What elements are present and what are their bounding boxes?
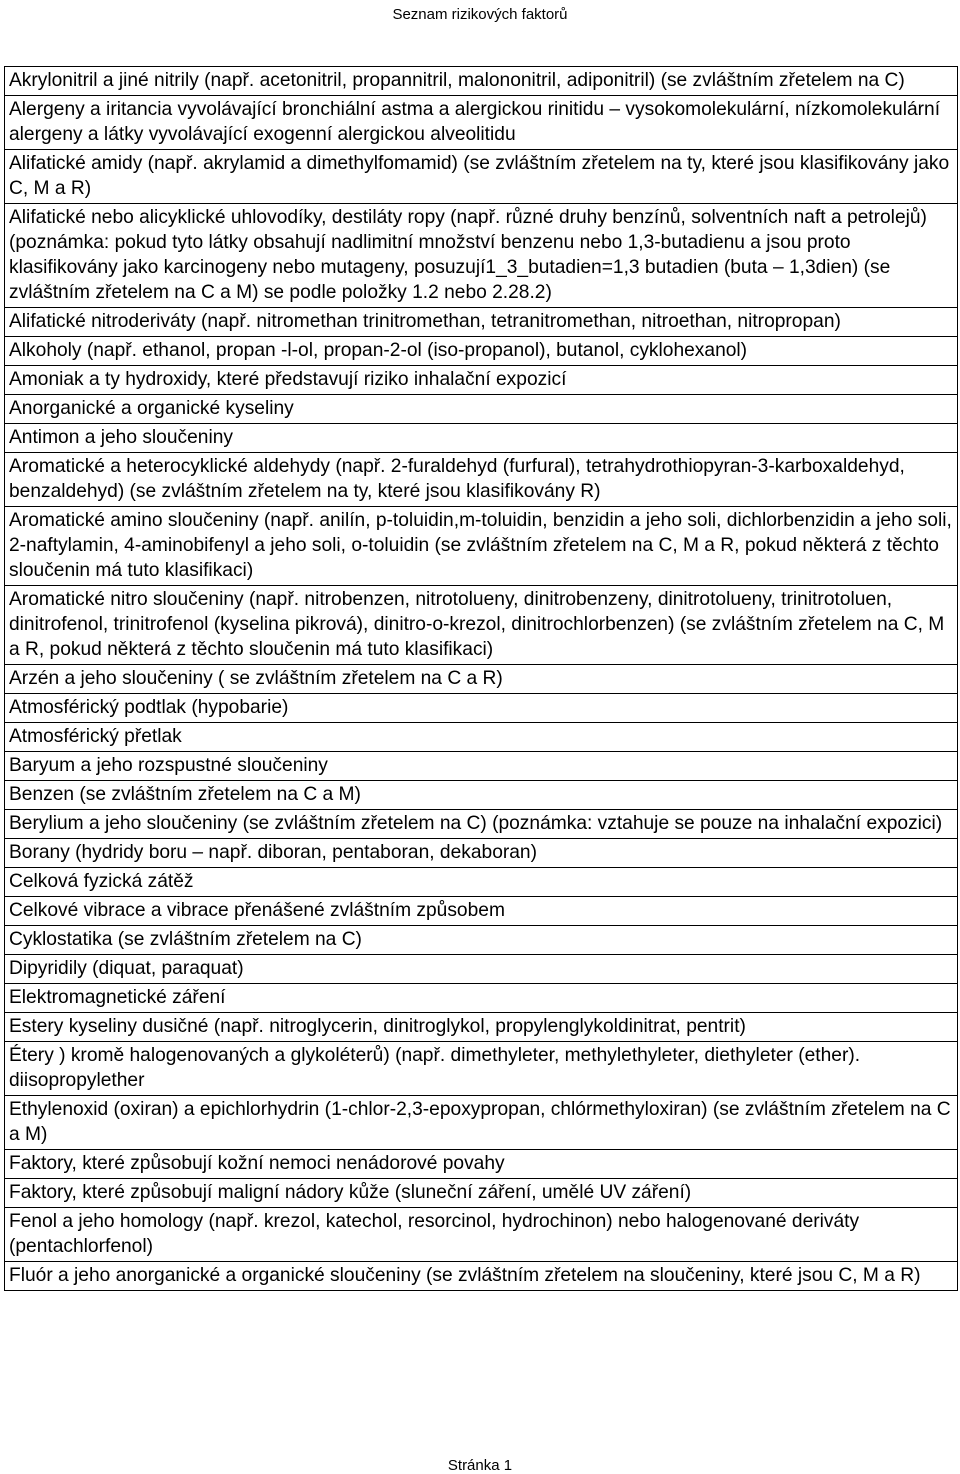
table-row: Benzen (se zvláštním zřetelem na C a M) xyxy=(5,780,957,809)
table-row: Alifatické nebo alicyklické uhlovodíky, destiláty ropy (např. různé druhy benzínů, solventních naft a petrolejů) (poznámka: pokud tyto látky obsahují nadlimitní množství benzenu nebo 1,3-butadienu a jsou proto klasifikovány jako karcinogeny nebo mutageny, posuzují1_3_butadien=1,3 butadien (buta – 1,3dien) (se zvláštním zřetelem na C a M) se podle položky 1.2 nebo 2.28.2) xyxy=(5,203,957,307)
page-number: Stránka 1 xyxy=(447,1457,513,1474)
table-row: Faktory, které způsobují maligní nádory kůže (sluneční záření, umělé UV záření) xyxy=(5,1178,957,1207)
table-row: Celková fyzická zátěž xyxy=(5,867,957,896)
table-row: Celkové vibrace a vibrace přenášené zvláštním způsobem xyxy=(5,896,957,925)
table-row: Arzén a jeho sloučeniny ( se zvláštním zřetelem na C a R) xyxy=(5,664,957,693)
table-row: Anorganické a organické kyseliny xyxy=(5,394,957,423)
table-row: Borany (hydridy boru – např. diboran, pentaboran, dekaboran) xyxy=(5,838,957,867)
table-row: Elektromagnetické záření xyxy=(5,983,957,1012)
table-row: Fenol a jeho homology (např. krezol, katechol, resorcinol, hydrochinon) nebo halogenované deriváty (pentachlorfenol) xyxy=(5,1207,957,1261)
table-row: Ethylenoxid (oxiran) a epichlorhydrin (1-chlor-2,3-epoxypropan, chlórmethyloxiran) (se zvláštním zřetelem na C a M) xyxy=(5,1095,957,1149)
table-row: Aromatické nitro sloučeniny (např. nitrobenzen, nitrotolueny, dinitrobenzeny, dinitrotolueny, trinitrotoluen, dinitrofenol, trinitrofenol (kyselina pikrová), dinitro-o-krezol, dinitrochlorbenzen) (se zvláštním zřetelem na C, M a R, pokud některá z těchto sloučenin má tuto klasifikaci) xyxy=(5,585,957,664)
table-row: Étery ) kromě halogenovaných a glykoléterů) (např. dimethyleter, methylethyleter, diethyleter (ether). diisopropylether xyxy=(5,1041,957,1095)
table-row: Alergeny a iritancia vyvolávající bronchiální astma a alergickou rinitidu – vysokomolekulární, nízkomolekulární alergeny a látky vyvolávající exogenní alergickou alveolitidu xyxy=(5,95,957,149)
table-row: Aromatické amino sloučeniny (např. anilín, p-toluidin,m-toluidin, benzidin a jeho soli, dichlorbenzidin a jeho soli, 2-naftylamin, 4-aminobifenyl a jeho soli, o-toluidin (se zvláštním zřetelem na C, M a R, pokud některá z těchto sloučenin má tuto klasifikaci) xyxy=(5,506,957,585)
table-row: Dipyridily (diquat, paraquat) xyxy=(5,954,957,983)
table-row: Antimon a jeho sloučeniny xyxy=(5,423,957,452)
page-header-title: Seznam rizikových faktorů xyxy=(392,6,568,23)
table-row: Aromatické a heterocyklické aldehydy (např. 2-furaldehyd (furfural), tetrahydrothiopyran-3-karboxaldehyd, benzaldehyd) (se zvláštním zřetelem na ty, které jsou klasifikovány R) xyxy=(5,452,957,506)
table-row: Baryum a jeho rozspustné sloučeniny xyxy=(5,751,957,780)
table-row: Alifatické amidy (např. akrylamid a dimethylfomamid) (se zvláštním zřetelem na ty, které jsou klasifikovány jako C, M a R) xyxy=(5,149,957,203)
table-row: Estery kyseliny dusičné (např. nitroglycerin, dinitroglykol, propylenglykoldinitrat, pentrit) xyxy=(5,1012,957,1041)
table-row: Fluór a jeho anorganické a organické sloučeniny (se zvláštním zřetelem na sloučeniny, které jsou C, M a R) xyxy=(5,1261,957,1291)
table-row: Amoniak a ty hydroxidy, které představují riziko inhalační expozicí xyxy=(5,365,957,394)
table-row: Faktory, které způsobují kožní nemoci nenádorové povahy xyxy=(5,1149,957,1178)
table-row: Alifatické nitroderiváty (např. nitromethan trinitromethan, tetranitromethan, nitroethan, nitropropan) xyxy=(5,307,957,336)
table-row: Atmosférický přetlak xyxy=(5,722,957,751)
table-row: Atmosférický podtlak (hypobarie) xyxy=(5,693,957,722)
risk-factor-table xyxy=(4,66,958,1291)
table-row: Alkoholy (např. ethanol, propan -l-ol, propan-2-ol (iso-propanol), butanol, cyklohexanol) xyxy=(5,336,957,365)
table-row: Cyklostatika (se zvláštním zřetelem na C) xyxy=(5,925,957,954)
table-row: Akrylonitril a jiné nitrily (např. acetonitril, propannitril, malononitril, adiponitril) (se zvláštním zřetelem na C) xyxy=(5,66,957,95)
table-row: Berylium a jeho sloučeniny (se zvláštním zřetelem na C) (poznámka: vztahuje se pouze na inhalační expozici) xyxy=(5,809,957,838)
